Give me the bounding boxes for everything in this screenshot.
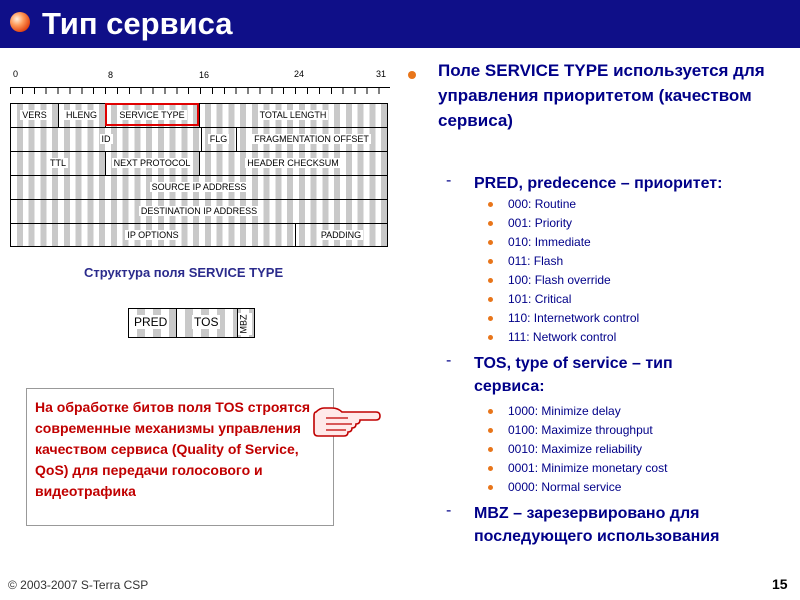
field-vers: VERS — [22, 110, 47, 120]
field-fragmentation-offset: FRAGMENTATION OFFSET — [254, 134, 369, 144]
field-ttl: TTL — [49, 158, 66, 168]
field-tos: TOS — [194, 315, 219, 329]
pred-heading-text: PRED, predecence – приоритет: — [474, 175, 723, 192]
field-pred: PRED — [134, 315, 168, 329]
copyright-footer: © 2003-2007 S-Terra CSP — [8, 578, 149, 592]
bullet-dot-icon — [488, 466, 493, 471]
field-divider — [176, 309, 177, 337]
ruler-tick-label: 0 — [13, 69, 19, 79]
field-total-length: TOTAL LENGTH — [259, 110, 327, 120]
ruler-tick-label: 24 — [294, 69, 305, 79]
row-divider — [11, 223, 387, 224]
mbz-heading-text: MBZ – зарезервировано для последующего использования — [474, 505, 720, 545]
bullet-dot-icon — [488, 485, 493, 490]
field-next-protocol: NEXT PROTOCOL — [113, 158, 191, 168]
field-ip-options: IP OPTIONS — [127, 230, 179, 240]
bullet-dot-icon — [488, 240, 493, 245]
row-divider — [11, 175, 387, 176]
bullet-dot-icon — [488, 447, 493, 452]
bullet-dot-icon — [488, 409, 493, 414]
bullet-dot-icon — [488, 428, 493, 433]
dash-icon: - — [446, 172, 452, 189]
field-padding: PADDING — [320, 230, 362, 240]
qos-note-text: На обработке битов поля TOS строятся современные механизмы управления качеством сервиса (Quality of Service, QoS) для передачи голосового и видеотрафика — [35, 399, 311, 499]
field-id: ID — [101, 134, 111, 144]
page-title: Тип сервиса — [42, 6, 233, 41]
bullet-dot-icon — [488, 221, 493, 226]
field-service-type: SERVICE TYPE — [119, 110, 185, 120]
field-mbz: MBZ — [238, 313, 252, 335]
ruler-tick-label: 8 — [108, 70, 114, 80]
bullet-dot-icon — [408, 71, 416, 79]
qos-note-box — [26, 388, 334, 526]
bullet-dot-icon — [488, 278, 493, 283]
field-hleng: HLENG — [65, 110, 97, 120]
ip-header-diagram — [10, 66, 390, 248]
header-fields-grid — [10, 103, 388, 247]
page-number: 15 — [772, 576, 788, 592]
pointing-hand-icon — [312, 402, 382, 440]
ruler-tick-label: 16 — [199, 70, 210, 80]
field-flg: FLG — [209, 134, 228, 144]
service-type-caption: Структура поля SERVICE TYPE — [84, 265, 284, 280]
field-source-ip: SOURCE IP ADDRESS — [151, 182, 247, 192]
ruler-ticks — [10, 87, 390, 94]
bullet-dot-icon — [488, 202, 493, 207]
dash-icon: - — [446, 502, 452, 519]
main-bullet-text: Поле SERVICE TYPE используется для управления приоритетом (качеством сервиса) — [438, 61, 765, 130]
field-destination-ip: DESTINATION IP ADDRESS — [140, 206, 258, 216]
tos-heading-text: TOS, type of service – тип сервиса: — [474, 355, 673, 395]
title-bar — [0, 0, 800, 48]
field-header-checksum: HEADER CHECKSUM — [247, 158, 339, 168]
bullet-dot-icon — [488, 316, 493, 321]
dash-icon: - — [446, 352, 452, 369]
bullet-dot-icon — [488, 259, 493, 264]
bit-ruler — [10, 66, 390, 100]
bullet-dot-icon — [488, 335, 493, 340]
row-divider — [11, 127, 387, 128]
row-divider — [11, 199, 387, 200]
ruler-tick-label: 31 — [376, 69, 387, 79]
service-type-structure — [128, 308, 255, 338]
bullet-dot-icon — [488, 297, 493, 302]
bullet-ball-icon — [10, 12, 30, 32]
